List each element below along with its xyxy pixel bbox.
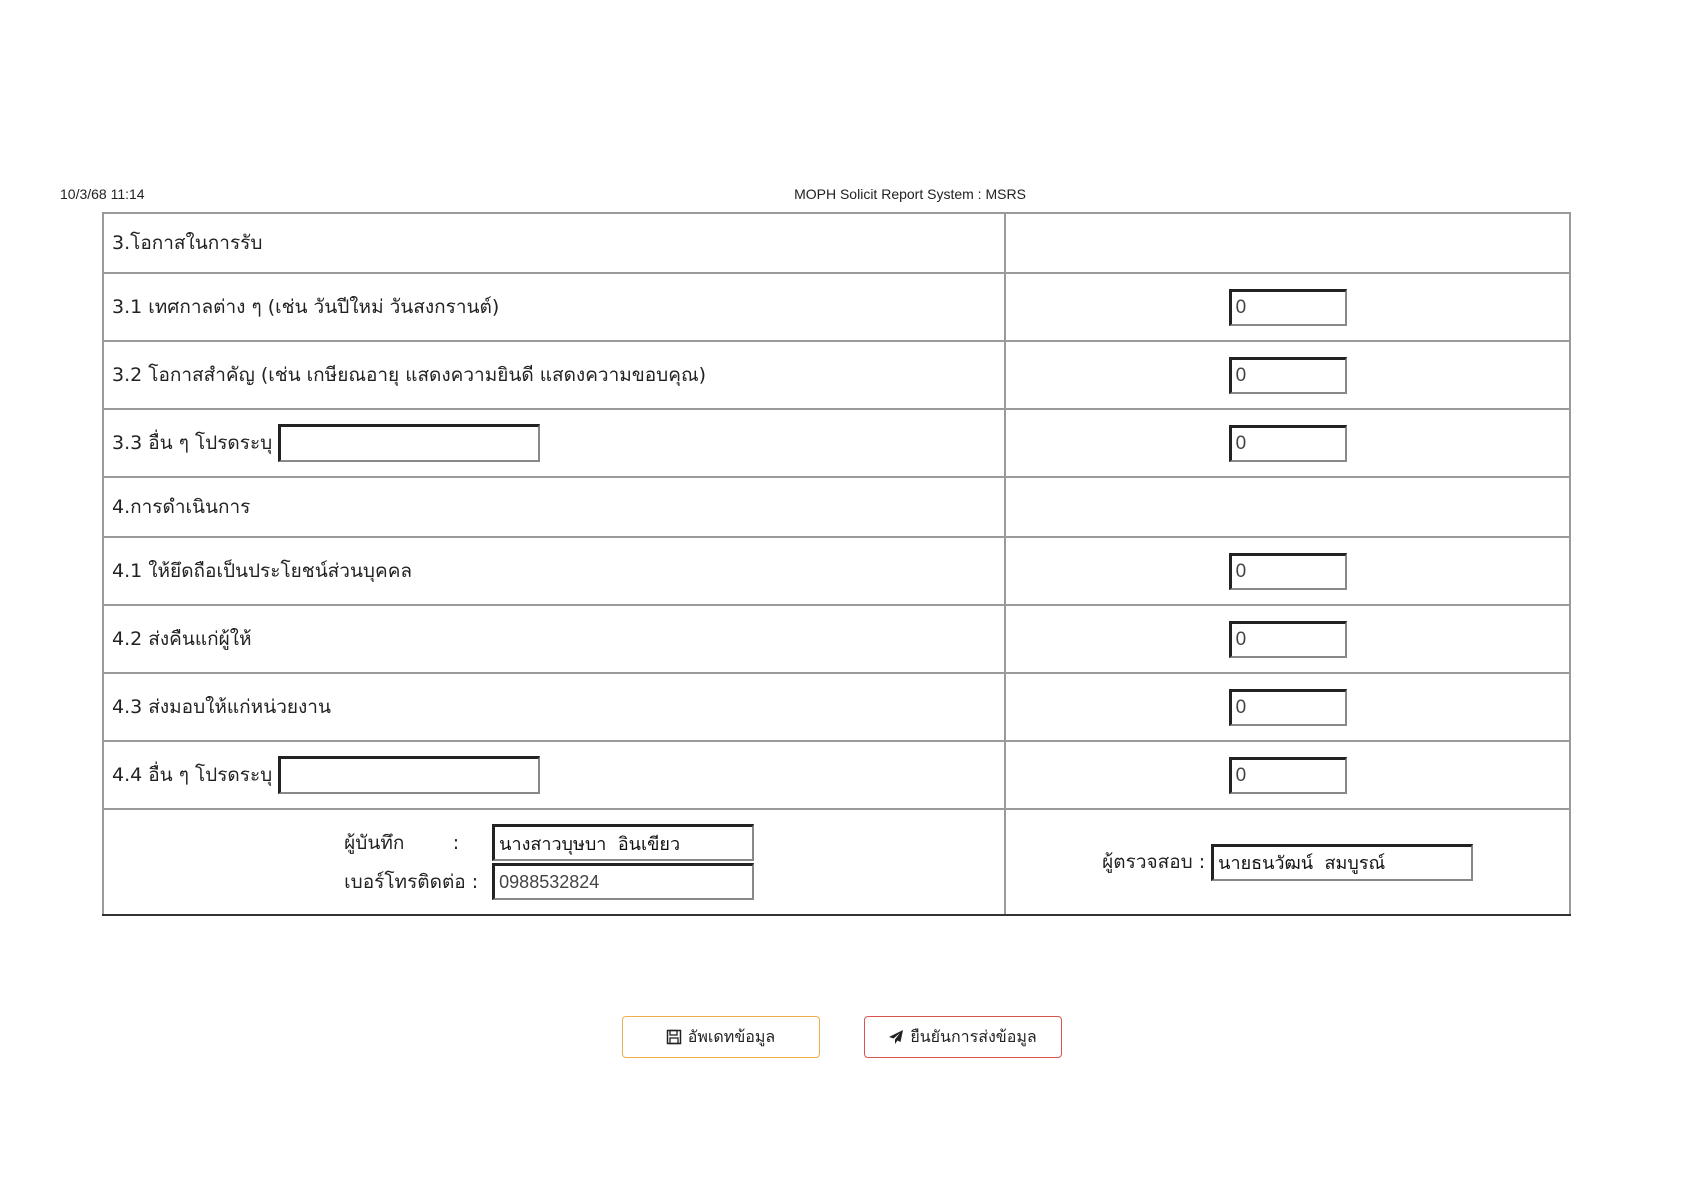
table-row bbox=[103, 673, 1570, 741]
update-button-label: อัพเดทข้อมูล bbox=[687, 1026, 776, 1046]
table-row bbox=[103, 537, 1570, 605]
phone-input[interactable] bbox=[492, 863, 754, 900]
table-row bbox=[103, 741, 1570, 809]
count-input-4-1[interactable] bbox=[1229, 553, 1347, 590]
count-input-4-4[interactable] bbox=[1229, 757, 1347, 794]
checker-label: ผู้ตรวจสอบ : bbox=[1102, 851, 1206, 873]
confirm-button-label: ยืนยันการส่งข้อมูล bbox=[910, 1026, 1037, 1046]
table-row bbox=[103, 605, 1570, 673]
item-label-4-3: 4.3 ส่งมอบให้แก่หน่วยงาน bbox=[103, 673, 1005, 741]
solicit-report-table bbox=[102, 212, 1571, 916]
checker-block bbox=[1102, 844, 1473, 881]
other-specify-input-3-3[interactable] bbox=[278, 424, 540, 462]
item-label-3-1: 3.1 เทศกาลต่าง ๆ (เช่น วันปีใหม่ วันสงกรานต์) bbox=[103, 273, 1005, 341]
table-row bbox=[103, 273, 1570, 341]
section-heading-4: 4.การดำเนินการ bbox=[103, 477, 1005, 537]
table-row bbox=[103, 409, 1570, 477]
update-data-button[interactable] bbox=[622, 1016, 820, 1058]
item-label-4-2: 4.2 ส่งคืนแก่ผู้ให้ bbox=[103, 605, 1005, 673]
system-title: MOPH Solicit Report System : MSRS bbox=[794, 186, 1026, 202]
count-input-3-3[interactable] bbox=[1229, 425, 1347, 462]
count-input-4-2[interactable] bbox=[1229, 621, 1347, 658]
action-buttons bbox=[0, 1016, 1683, 1058]
floppy-disk-icon bbox=[666, 1029, 682, 1045]
count-input-3-1[interactable] bbox=[1229, 289, 1347, 326]
section-row bbox=[103, 213, 1570, 273]
table-row bbox=[103, 341, 1570, 409]
section-empty-cell bbox=[1005, 213, 1570, 273]
item-label-3-3: 3.3 อื่น ๆ โปรดระบุ bbox=[112, 432, 273, 454]
recorder-name-input[interactable] bbox=[492, 824, 754, 861]
checker-name-input[interactable] bbox=[1211, 844, 1473, 881]
signature-row bbox=[103, 809, 1570, 915]
recorder-label: ผู้บันทึก : bbox=[344, 831, 460, 854]
item-label-3-2: 3.2 โอกาสสำคัญ (เช่น เกษียณอายุ แสดงความยินดี แสดงความขอบคุณ) bbox=[103, 341, 1005, 409]
recorder-block bbox=[344, 824, 764, 900]
section-empty-cell bbox=[1005, 477, 1570, 537]
item-label-4-1: 4.1 ให้ยึดถือเป็นประโยชน์ส่วนบุคคล bbox=[103, 537, 1005, 605]
section-row bbox=[103, 477, 1570, 537]
confirm-submit-button[interactable] bbox=[864, 1016, 1062, 1058]
print-timestamp: 10/3/68 11:14 bbox=[60, 186, 145, 202]
count-input-3-2[interactable] bbox=[1229, 357, 1347, 394]
section-heading-3: 3.โอกาสในการรับ bbox=[103, 213, 1005, 273]
phone-label: เบอร์โทรติดต่อ : bbox=[344, 870, 479, 893]
count-input-4-3[interactable] bbox=[1229, 689, 1347, 726]
paper-plane-icon bbox=[888, 1029, 904, 1045]
other-specify-input-4-4[interactable] bbox=[278, 756, 540, 794]
item-label-4-4: 4.4 อื่น ๆ โปรดระบุ bbox=[112, 764, 273, 786]
